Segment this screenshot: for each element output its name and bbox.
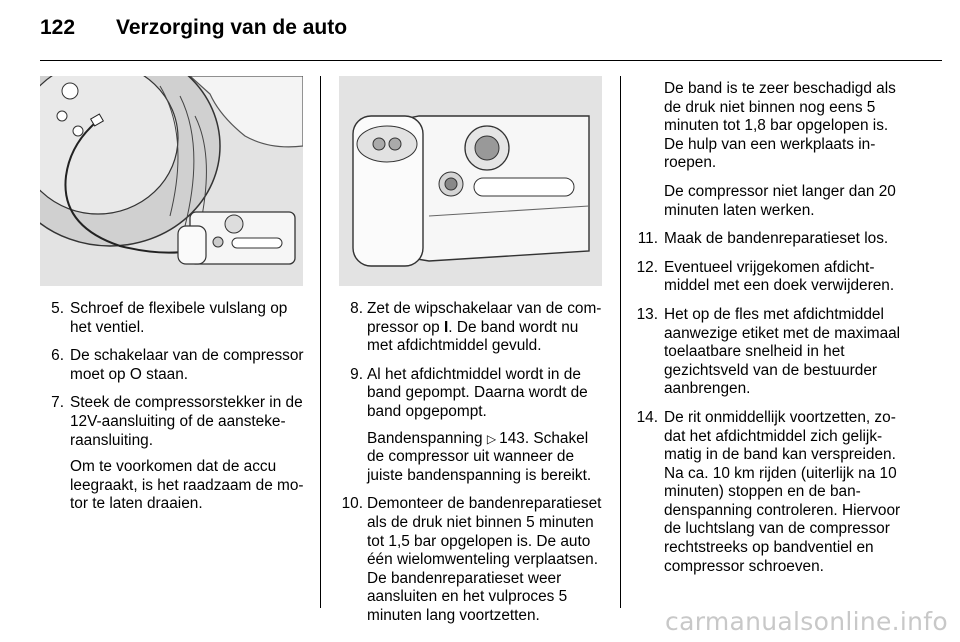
column-divider-1 <box>320 76 321 608</box>
column-3 <box>636 80 902 586</box>
intro-paragraph: De compressor niet langer dan 20 minuten laten werken. <box>664 182 896 219</box>
step-text: De schakelaar van de compressor moet op O staan. <box>70 347 304 383</box>
switch-position-label: I <box>444 318 449 336</box>
column-2 <box>336 300 606 636</box>
step-text: Al het afdichtmiddel wordt in de band gepompt. Daarna wordt de band opgepompt. <box>367 365 588 420</box>
step-text: Het op de fles met afdichtmiddel aanwezige etiket met de maximaal toelaatbare snelheid in het gezichtsveld van de bestuurder aanbrengen. <box>664 305 901 398</box>
header-rule <box>40 60 942 61</box>
intro-paragraph: De band is te zeer beschadigd als de druk niet binnen nog eens 5 minuten tot 1,8 bar opgelopen is. De hulp van een werkplaats inroepen. <box>664 80 896 172</box>
step-number: 9. <box>350 365 363 383</box>
step-text: Steek de compressorstekker in de 12V-aansluiting of de aanstekeraansluiting. <box>70 394 303 449</box>
page-number: 122 <box>40 16 76 39</box>
watermark: carmanualsonline.info <box>665 607 948 636</box>
page-reference-arrow-icon: ▷ <box>486 431 497 446</box>
step-6 <box>42 347 306 384</box>
note-text-before: Bandenspanning <box>367 429 487 447</box>
step-11 <box>636 230 902 249</box>
note-text-after: . Schakel de compressor uit wanneer de juiste bandenspanning is bereikt. <box>367 429 592 484</box>
page-header <box>40 16 347 56</box>
column-1 <box>42 300 306 524</box>
step-9 <box>336 366 606 486</box>
step-5 <box>42 300 306 337</box>
step-text: Maak de bandenreparatieset los. <box>664 230 889 248</box>
column-divider-2 <box>620 76 621 608</box>
figure-tyre-hose-compressor <box>40 76 303 286</box>
step-number: 5. <box>51 300 64 317</box>
step-text: Demonteer de bandenreparatieset als de druk niet binnen 5 minuten tot 1,5 bar opgelopen is. De auto één wielomwenteling verplaatsen. De bandenreparatieset weer aansluiten en het vulproces 5 minuten lang voortzetten. <box>367 495 602 624</box>
compressor-illustration <box>339 76 602 286</box>
step-note <box>367 430 606 486</box>
step-number: 12. <box>636 258 658 276</box>
step-text-before: Zet de wipschakelaar van de compressor op <box>367 300 602 336</box>
step-number: 14. <box>636 408 658 426</box>
tyre-hose-illustration <box>40 76 303 286</box>
step-text: Eventueel vrijgekomen afdichtmiddel met een doek verwijderen. <box>664 258 895 295</box>
step-number: 6. <box>51 347 64 365</box>
step-number: 8. <box>350 300 363 317</box>
step-text: De rit onmiddellijk voortzetten, zodat het afdichtmiddel zich gelijkmatig in de band kan verspreiden. Na ca. 10 km rijden (uiterlijk na 10 minuten) stoppen en de bandenspanning controleren. Hiervoor de luchtslang van de compressor rechtstreeks op bandventiel en compressor schroeven. <box>664 408 901 575</box>
page-title: Verzorging van de auto <box>116 16 348 39</box>
step-13 <box>636 306 902 399</box>
step-number: 13. <box>636 305 658 323</box>
step-12 <box>636 259 902 296</box>
step-number: 10. <box>341 495 363 513</box>
step-number: 7. <box>51 394 64 412</box>
intro-block <box>636 80 902 220</box>
step-note: Om te voorkomen dat de accu leegraakt, is het raadzaam de motor te laten draaien. <box>70 458 304 513</box>
step-10 <box>336 495 606 625</box>
figure-compressor <box>339 76 602 286</box>
step-text-after: . De band wordt nu met afdichtmiddel gevuld. <box>367 318 579 355</box>
step-7 <box>42 394 306 514</box>
step-text: Schroef de flexibele vulslang op het ventiel. <box>70 300 288 336</box>
step-8 <box>336 300 606 356</box>
step-14 <box>636 409 902 576</box>
page-reference-number[interactable]: 143 <box>499 429 525 447</box>
step-number: 11. <box>637 230 658 248</box>
